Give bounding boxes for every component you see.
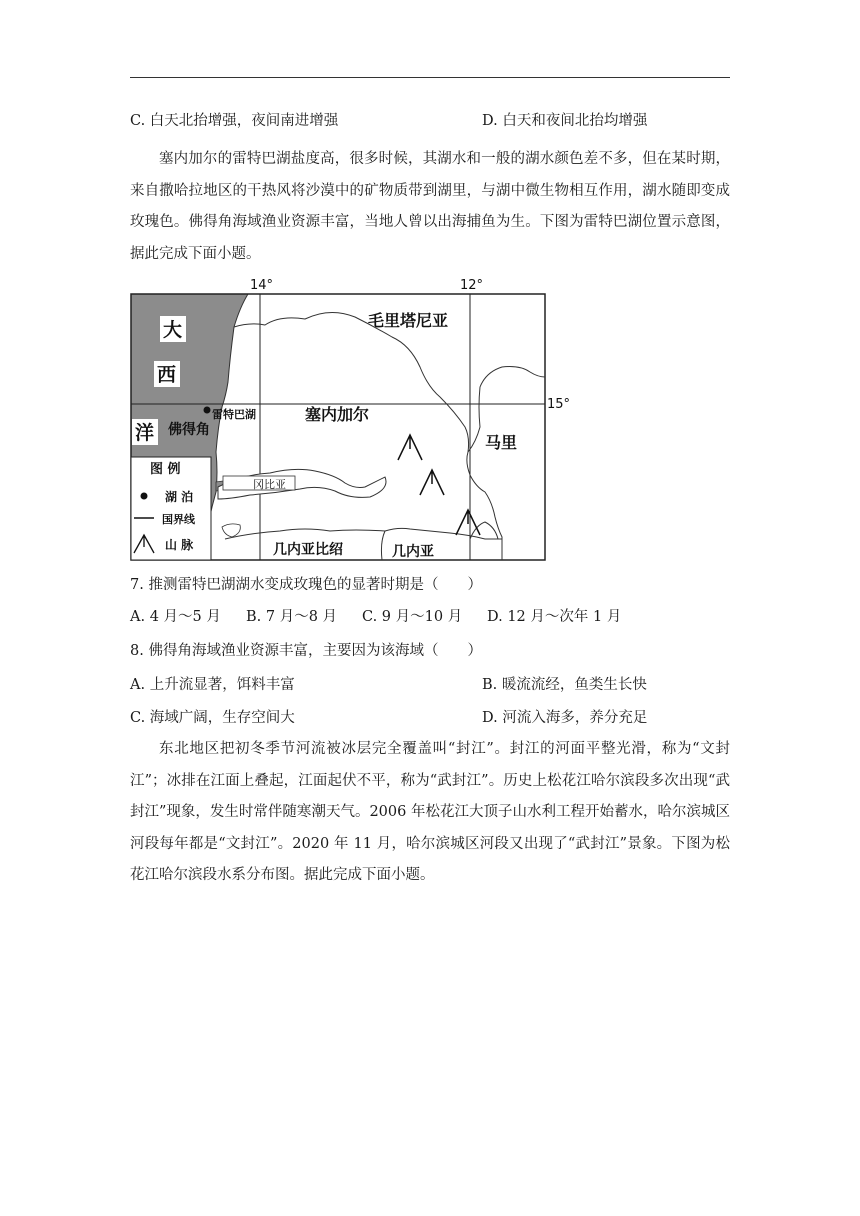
q7-option-a: A. 4 月～5 月 (130, 609, 221, 625)
gambia-label: 冈比亚 (253, 478, 286, 491)
lake-retba-label: 雷特巴湖 (212, 408, 256, 421)
senegal-label: 塞内加尔 (305, 405, 370, 424)
legend-lake-dot (141, 493, 148, 500)
border-mauritania-senegal (234, 312, 469, 452)
q7-option-c: C. 9 月～10 月 (362, 609, 463, 625)
legend-border: 国界线 (162, 513, 195, 526)
lon-12-label: 12° (460, 278, 484, 293)
legend-lake: 湖 泊 (165, 490, 194, 504)
mauritania-label: 毛里塔尼亚 (368, 311, 449, 330)
lake-retba-dot (204, 407, 211, 414)
ocean-da: 大 (163, 319, 183, 341)
q8-option-a: A. 上升流显著，饵料丰富 (130, 677, 295, 693)
lat-15-label: 15° (547, 397, 571, 412)
legend-mountain: 山 脉 (165, 538, 194, 552)
ocean-xi: 西 (157, 364, 177, 386)
mountain-symbol-3 (456, 510, 480, 535)
border-senegal-mali-south (467, 452, 502, 560)
option-d-prev: D. 白天和夜间北抬均增强 (482, 113, 648, 129)
lake-retba-location-map (130, 277, 571, 561)
passage-songhua-river: 东北地区把初冬季节河流被冰层完全覆盖叫“封江”。封江的河面平整光滑，称为“文封江”；冰排在江面上叠起，江面起伏不平，称为“武封江”。历史上松花江哈尔滨段多次出现“武封江”现象，发生时常伴随寒潮天气。2006 年松花江大顶子山水利工程开始蓄水，哈尔滨城区河段每年都是“文封江”。2020 年 11 月，哈尔滨城区河段又出现了“武封江”景象。下图为松花江哈尔滨段水系分布图。据此完成下面小题。 (130, 741, 730, 883)
legend-title: 图 例 (150, 462, 181, 477)
q8-option-d: D. 河流入海多，养分充足 (482, 710, 648, 726)
header-rule (130, 77, 730, 78)
guinea-bissau-label: 几内亚比绍 (273, 542, 343, 558)
option-c-prev: C. 白天北抬增强，夜间南进增强 (130, 113, 339, 129)
mali-label: 马里 (485, 433, 518, 452)
q8-stem: 8. 佛得角海域渔业资源丰富，主要因为该海域（ ） (130, 643, 482, 659)
mountain-symbol-1 (398, 435, 422, 460)
passage-lake-retba: 塞内加尔的雷特巴湖盐度高，很多时候，其湖水和一般的湖水颜色差不多，但在某时期，来自撒哈拉地区的干热风将沙漠中的矿物质带到湖里，与湖中微生物相互作用，湖水随即变成玫瑰色。佛得角海域渔业资源丰富，当地人曾以出海捕鱼为生。下图为雷特巴湖位置示意图，据此完成下面小题。 (130, 151, 730, 262)
q7-option-d: D. 12 月～次年 1 月 (487, 609, 622, 625)
border-southern (225, 528, 502, 539)
q8-option-b: B. 暖流流经，鱼类生长快 (482, 677, 647, 693)
coastal-island (222, 524, 240, 537)
q7-stem: 7. 推测雷特巴湖湖水变成玫瑰色的显著时期是（ ） (130, 577, 482, 593)
q8-option-c: C. 海域广阔，生存空间大 (130, 710, 295, 726)
lon-14-label: 14° (250, 278, 274, 293)
cape-verde-label: 佛得角 (168, 422, 210, 438)
q7-option-b: B. 7 月～8 月 (246, 609, 338, 625)
ocean-yang: 洋 (135, 422, 155, 444)
border-gb-guinea (381, 531, 385, 560)
guinea-label: 几内亚 (392, 544, 434, 560)
mountain-symbol-2 (420, 470, 444, 495)
